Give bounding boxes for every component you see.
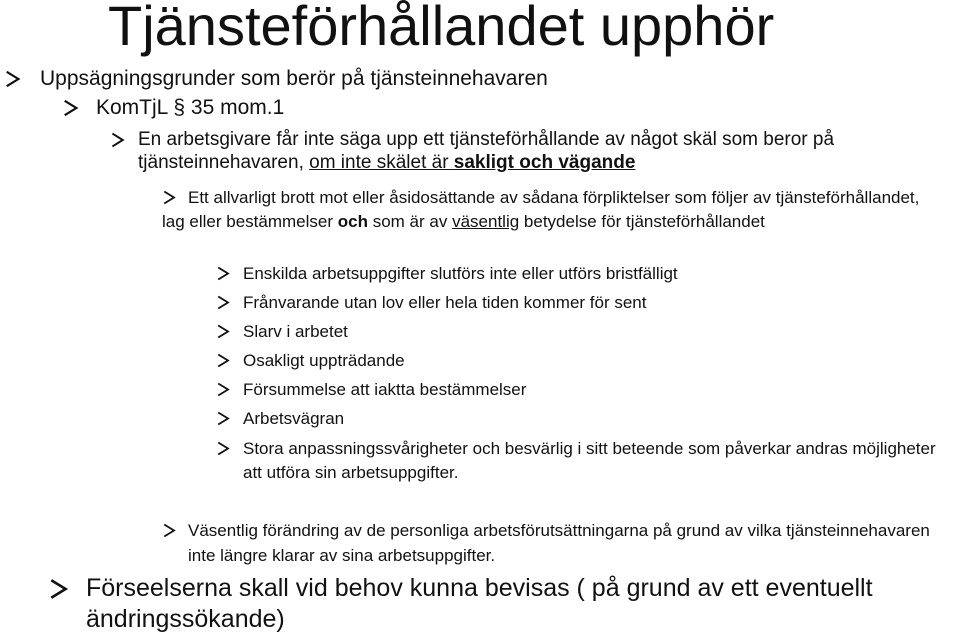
example-text: Enskilda arbetsuppgifter slutförs inte eller utförs bristfälligt [243, 264, 678, 283]
evidence-text: Förseelserna skall vid behov kunna bevisas ( på grund av ett eventuellt ändringssökande) [86, 574, 873, 633]
arrow-bullet-icon [4, 70, 22, 88]
arrow-bullet-icon [110, 132, 126, 148]
example-text: Frånvarande utan lov eller hela tiden kommer för sent [243, 293, 647, 312]
law-ref-text: KomTjL § 35 mom.1 [96, 96, 285, 119]
example-item [216, 320, 956, 343]
arrow-bullet-icon [62, 99, 80, 117]
example-text: Slarv i arbetet [243, 322, 348, 341]
slide-title: Tjänsteförhållandet upphör [108, 0, 775, 57]
bullet-law-ref [62, 95, 942, 121]
example-text: Arbetsvägran [243, 409, 345, 428]
bullet-rule [110, 128, 940, 174]
bullet-change [162, 518, 942, 568]
example-item [216, 349, 956, 372]
bullet-breach [162, 186, 942, 234]
rule-text: En arbetsgivare får inte säga upp ett tjänsteförhållande av något skäl som beror på tjänsteinnehavaren, om inte skälet är sakligt och vägande [138, 129, 835, 173]
example-item [216, 437, 956, 485]
example-item [216, 262, 956, 285]
example-item [216, 407, 956, 430]
arrow-bullet-icon [216, 266, 231, 281]
example-text: Osakligt uppträdande [243, 351, 405, 370]
arrow-bullet-icon [162, 523, 177, 538]
breach-text: Ett allvarligt brott mot eller åsidosättande av sådana förpliktelser som följer av tjänsteförhållandet, lag eller bestämmelser och som är av väsentlig betydelse för tjänsteförhållandet [162, 188, 920, 231]
change-text: Väsentlig förändring av de personliga arbetsförutsättningarna på grund av vilka tjänsteinnehavaren inte längre klarar av sina arbetsuppgifter. [188, 521, 930, 565]
grounds-text: Uppsägningsgrunder som berör på tjänsteinnehavaren [40, 67, 548, 90]
example-item [216, 291, 956, 314]
example-item [216, 378, 956, 401]
arrow-bullet-icon [216, 353, 231, 368]
bullet-evidence [48, 573, 953, 635]
bullet-grounds [4, 66, 944, 92]
arrow-bullet-icon [216, 295, 231, 310]
arrow-bullet-icon [216, 441, 231, 456]
arrow-bullet-icon [216, 382, 231, 397]
arrow-bullet-icon [48, 578, 70, 600]
example-text: Stora anpassningssvårigheter och besvärlig i sitt beteende som påverkar andras möjligheter att utföra sin arbetsuppgifter. [243, 439, 936, 482]
example-text: Försummelse att iaktta bestämmelser [243, 380, 527, 399]
arrow-bullet-icon [216, 324, 231, 339]
arrow-bullet-icon [216, 411, 231, 426]
